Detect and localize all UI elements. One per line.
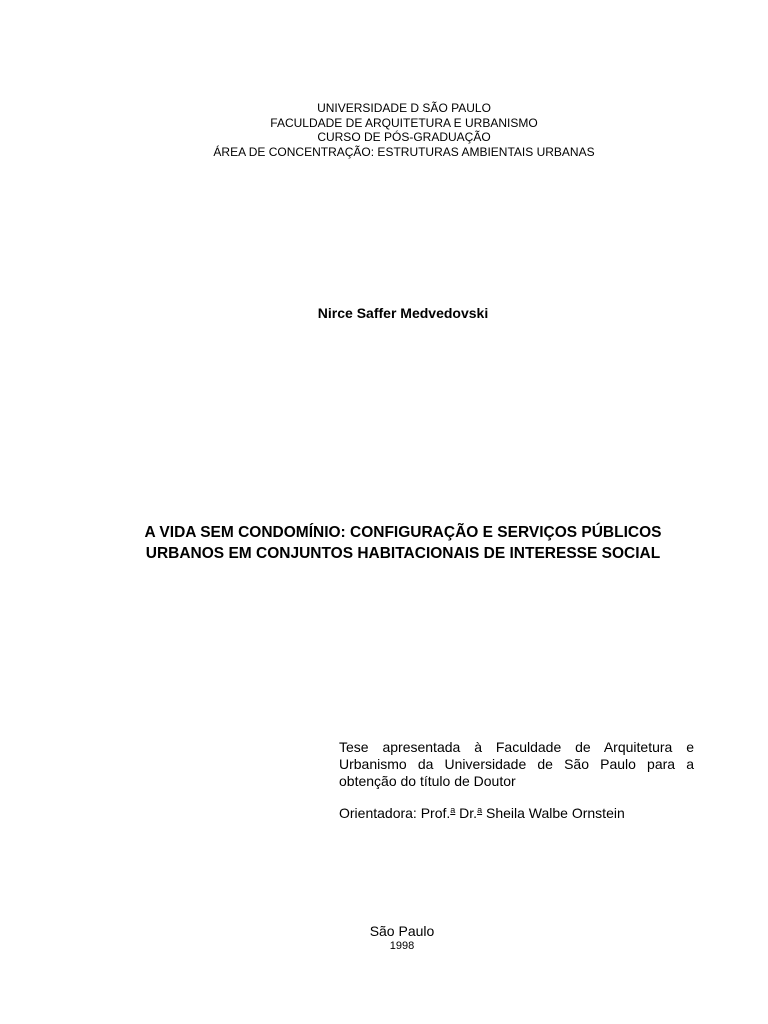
thesis-title-line-2: URBANOS EM CONJUNTOS HABITACIONAIS DE INTERESSE SOCIAL xyxy=(145,545,661,562)
thesis-title-line-1: A VIDA SEM CONDOMÍNIO: CONFIGURAÇÃO E SERVIÇOS PÚBLICOS xyxy=(144,524,662,541)
ordinal-indicator: a xyxy=(477,805,483,815)
faculty-name: FACULDADE DE ARQUITETURA E URBANISMO xyxy=(270,115,538,130)
concentration-area: ÁREA DE CONCENTRAÇÃO: ESTRUTURAS AMBIENTAIS URBANAS xyxy=(213,144,595,159)
university-name: UNIVERSIDADE D SÃO PAULO xyxy=(317,101,491,115)
author-name: Nirce Saffer Medvedovski xyxy=(317,305,489,321)
advisor-line xyxy=(339,805,699,822)
institution-header xyxy=(0,101,768,159)
presentation-statement: Tese apresentada à Faculdade de Arquitetura e Urbanismo da Universidade de São Paulo para a obtenção do título de Doutor xyxy=(339,739,694,789)
ordinal-indicator: a xyxy=(450,805,456,815)
thesis-title xyxy=(0,522,768,564)
publication-year: 1998 xyxy=(389,940,415,952)
advisor-label: Orientadora: Prof. xyxy=(339,805,451,821)
advisor-name: Sheila Walbe Ornstein xyxy=(482,805,625,821)
advisor-degree: Dr. xyxy=(455,805,478,821)
publication-place: São Paulo xyxy=(369,923,435,939)
course-name: CURSO DE PÓS-GRADUAÇÃO xyxy=(317,130,491,144)
